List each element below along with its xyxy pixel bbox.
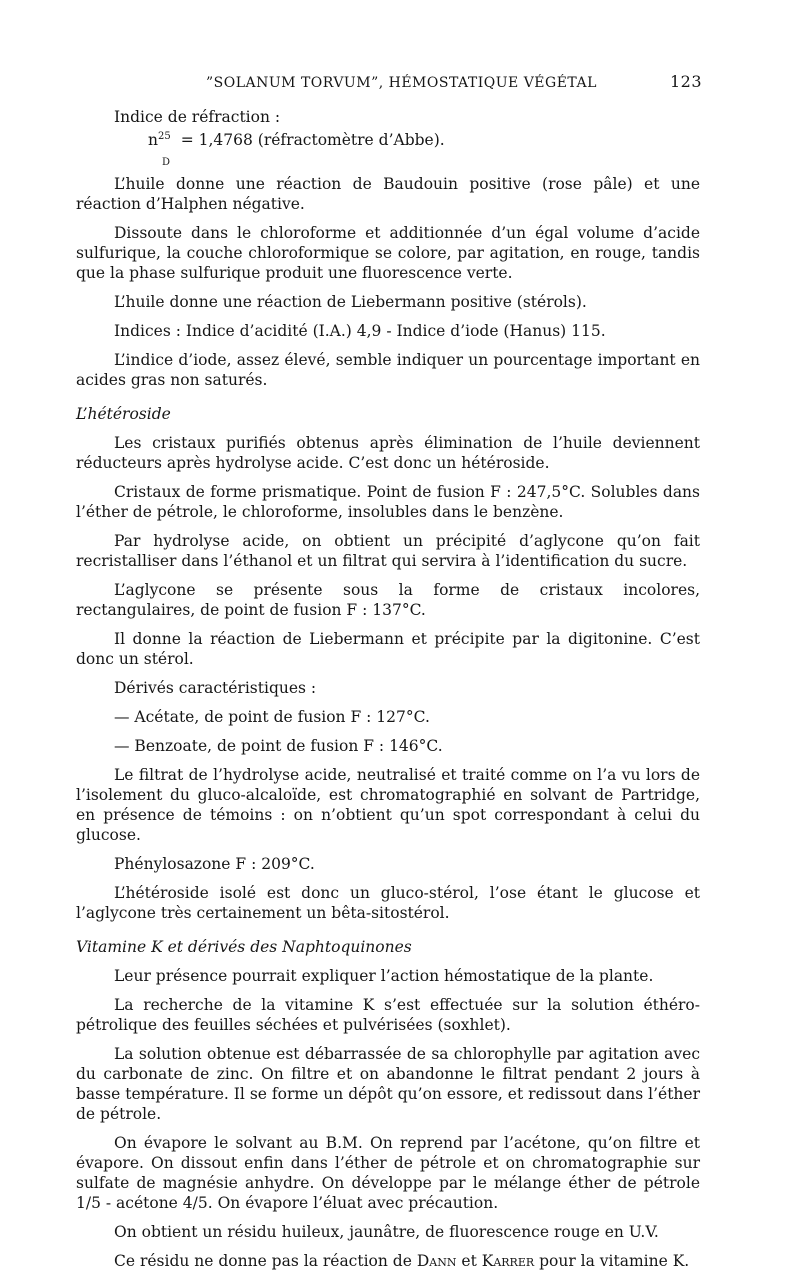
- paragraph-cristaux-purifies: Les cristaux purifiés obtenus après élimination de l’huile deviennent réducteurs après hydrolyse acide. C’est donc un hétéroside.: [76, 434, 700, 472]
- paragraph-liebermann: L’huile donne une réaction de Liebermann positive (stérols).: [114, 293, 587, 311]
- refraction-label: Indice de réfraction :: [114, 108, 281, 126]
- running-header: [200, 72, 710, 94]
- paragraph-forme-prismatique: Cristaux de forme prismatique. Point de fusion F : 247,5°C. Solubles dans l’éther de pétrole, le chloroforme, insolubles dans le benzène.: [76, 483, 700, 521]
- formula-superscript: 25: [157, 131, 171, 142]
- paragraph-digitonine: Il donne la réaction de Liebermann et précipite par la digitonine. C’est donc un stérol.: [76, 630, 700, 668]
- paragraph-solution: La solution obtenue est débarrassée de sa chlorophylle par agitation avec du carbonate de zinc. On filtre et on abandonne le filtrat pendant 2 jours à basse température. Il se forme un dépôt qu’on essore, et redissout dans l’éther de pétrole.: [76, 1045, 700, 1123]
- paragraph-dann-karrer: Ce résidu ne donne pas la réaction de Dann et Karrer pour la vitamine K.: [114, 1252, 690, 1270]
- paragraph-filtrat: Le filtrat de l’hydrolyse acide, neutralisé et traité comme on l’a vu lors de l’isolement du gluco-alcaloïde, est chromatographié en solvant de Partridge, en présence de témoins : on n’obtient qu’un spot correspondant à celui du glucose.: [76, 766, 700, 844]
- paragraph-recherche: La recherche de la vitamine K s’est effectuée sur la solution éthéro-pétrolique des feuilles séchées et pulvérisées (soxhlet).: [76, 996, 700, 1034]
- paragraph-aglycone: L’aglycone se présente sous la forme de cristaux incolores, rectangulaires, de point de fusion F : 137°C.: [76, 581, 700, 619]
- page-body: [76, 107, 700, 1271]
- paragraph-chloroforme: Dissoute dans le chloroforme et additionnée d’un égal volume d’acide sulfurique, la couche chloroformique se colore, par agitation, en rouge, tandis que la phase sulfurique produit une fluorescence verte.: [76, 224, 700, 282]
- formula-symbol: $n^{25}$ D: [148, 131, 171, 149]
- formula-value: = 1,4768 (réfractomètre d’Abbe).: [180, 131, 445, 149]
- running-title: ”SOLANUM TORVUM”, HÉMOSTATIQUE VÉGÉTAL: [206, 75, 597, 91]
- paragraph-derives: Dérivés caractéristiques :: [114, 679, 317, 697]
- paragraph-evaporation: On évapore le solvant au B.M. On reprend par l’acétone, qu’on filtre et évapore. On dissout enfin dans l’éther de pétrole et on chromatographie sur sulfate de magnésie anhydre. On développe par le mélange éther de pétrole 1/5 - acétone 4/5. On évapore l’éluat avec précaution.: [76, 1134, 700, 1212]
- section-heading-heteroside: L’hétéroside: [76, 405, 171, 423]
- paragraph-baudouin: L’huile donne une réaction de Baudouin positive (rose pâle) et une réaction d’Halphen négative.: [76, 175, 700, 213]
- author-dann: Dann: [416, 1252, 457, 1270]
- paragraph-phenylosazone: Phénylosazone F : 209°C.: [114, 855, 315, 873]
- section-heading-vitamine-k: Vitamine K et dérivés des Naphtoquinones: [76, 938, 412, 956]
- list-item-benzoate: — Benzoate, de point de fusion F : 146°C.: [114, 737, 443, 755]
- page-number: 123: [669, 72, 702, 91]
- author-karrer: Karrer: [481, 1252, 535, 1270]
- formula-subscript: D: [162, 157, 171, 168]
- paragraph-presence: Leur présence pourrait expliquer l’action hémostatique de la plante.: [114, 967, 654, 985]
- list-item-acetate: — Acétate, de point de fusion F : 127°C.: [114, 708, 430, 726]
- paragraph-residu: On obtient un résidu huileux, jaunâtre, de fluorescence rouge en U.V.: [114, 1223, 659, 1241]
- paragraph-indice-iode: L’indice d’iode, assez élevé, semble indiquer un pourcentage important en acides gras non saturés.: [76, 351, 700, 389]
- paragraph-hydrolyse: Par hydrolyse acide, on obtient un précipité d’aglycone qu’on fait recristalliser dans l’éthanol et un filtrat qui servira à l’identification du sucre.: [76, 532, 700, 570]
- refraction-formula: [148, 127, 700, 168]
- paragraph-indices: Indices : Indice d’acidité (I.A.) 4,9 - Indice d’iode (Hanus) 115.: [114, 322, 606, 340]
- paragraph-gluco-sterol: L’hétéroside isolé est donc un gluco-stérol, l’ose étant le glucose et l’aglycone très certainement un bêta-sitostérol.: [76, 884, 700, 922]
